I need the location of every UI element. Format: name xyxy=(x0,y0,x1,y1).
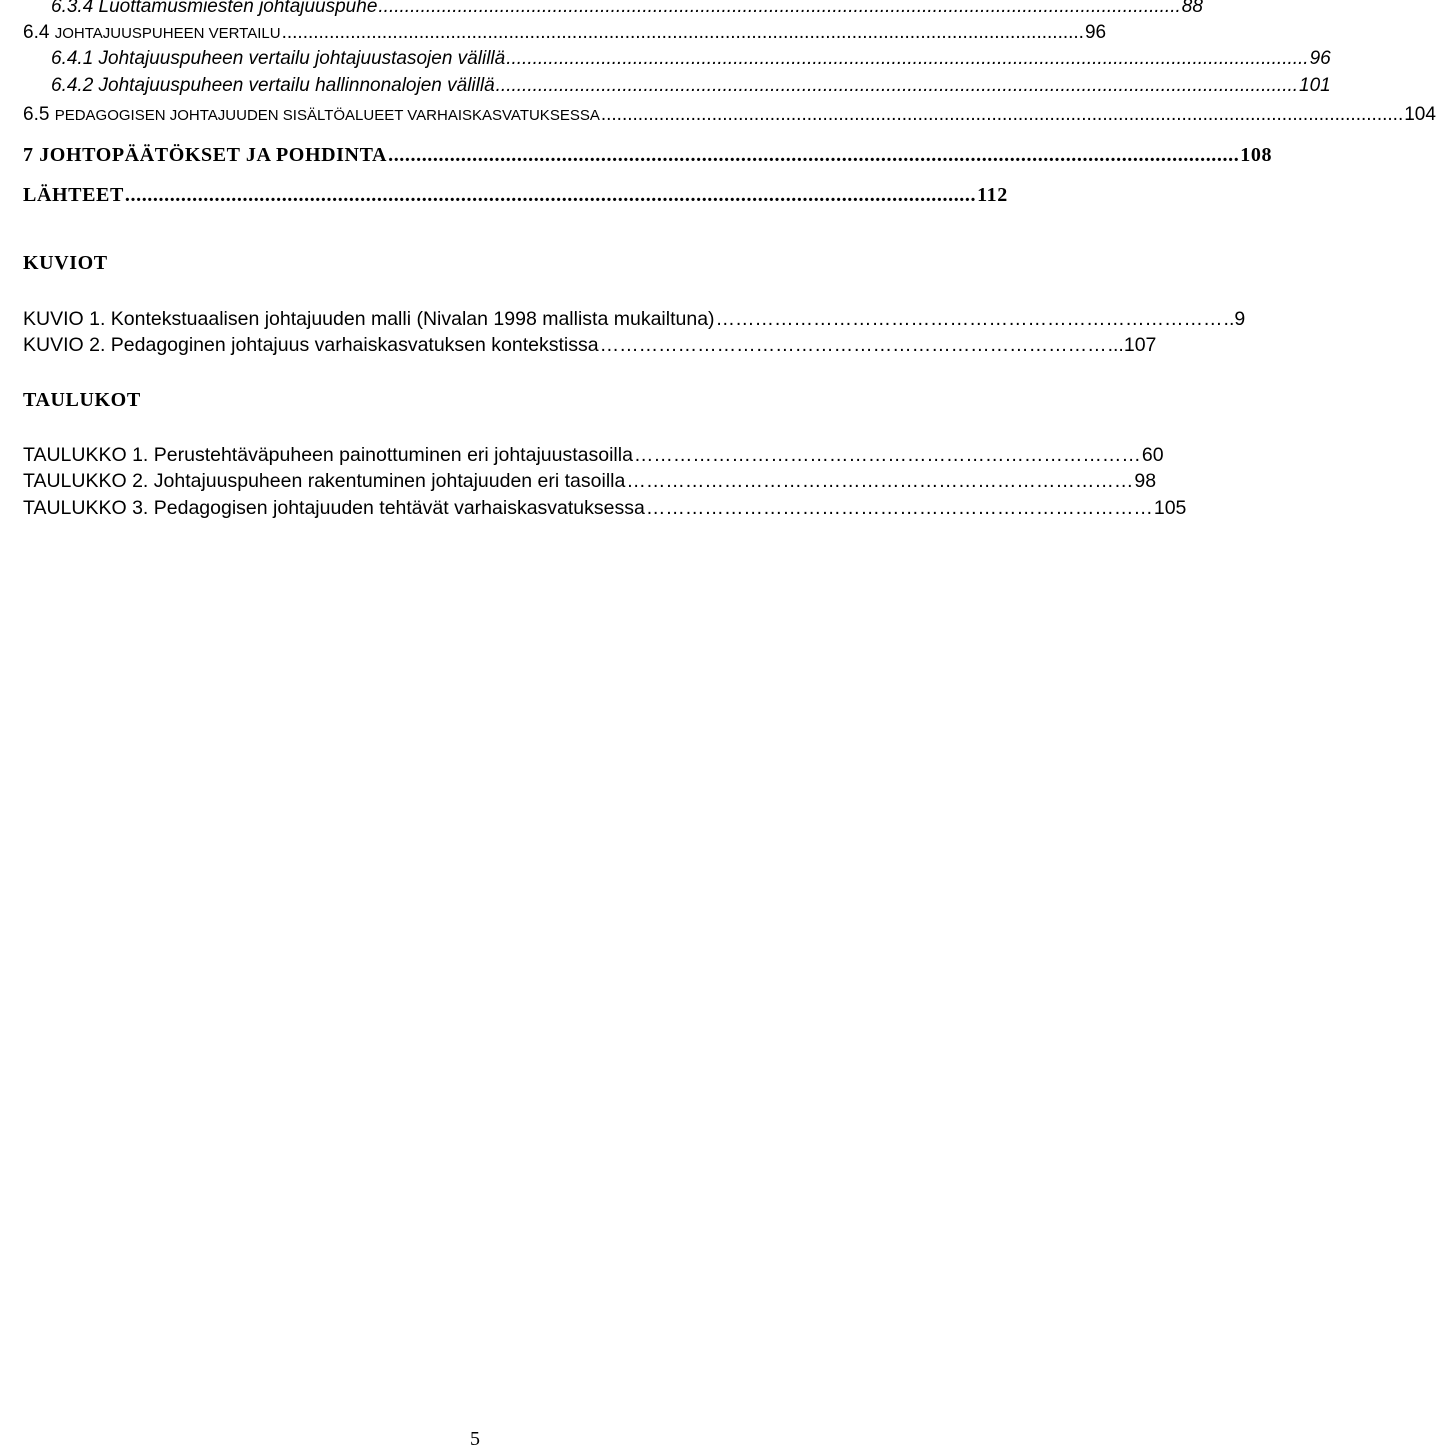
figure-entry[interactable] xyxy=(23,308,1246,334)
toc-page-number: 108 xyxy=(1240,144,1273,166)
figure-label: KUVIO 1. Kontekstuaalisen johtajuuden malli (Nivalan 1998 mallista mukailtuna) xyxy=(23,308,715,330)
toc-entry[interactable] xyxy=(51,75,1331,101)
table-entry[interactable] xyxy=(23,444,1164,470)
table-page-number: 105 xyxy=(1153,497,1187,519)
toc-leader: ........................................................................................................................................................ xyxy=(506,48,1309,69)
toc-entry[interactable] xyxy=(51,48,1331,74)
toc-entry[interactable] xyxy=(23,104,1436,130)
toc-entry-label: 6.4.2 Johtajuuspuheen vertailu hallinnonalojen välillä xyxy=(51,75,495,96)
toc-entry-label xyxy=(23,104,600,126)
toc-entry-number: 6.5 xyxy=(23,104,50,125)
toc-page-number: 101 xyxy=(1299,75,1331,96)
toc-leader: …………………………………………………………………… xyxy=(599,334,1107,356)
toc-page-number: 112 xyxy=(977,184,1008,206)
toc-page-number: 96 xyxy=(1309,48,1331,69)
toc-leader: …………………………………………………………………… xyxy=(633,444,1141,466)
toc-entry[interactable] xyxy=(23,144,1273,170)
toc-entry-label: 6.4.1 Johtajuuspuheen vertailu johtajuustasojen välillä xyxy=(51,48,506,69)
toc-page-number: 88 xyxy=(1181,0,1203,17)
toc-entry-title: PEDAGOGISEN JOHTAJUUDEN SISÄLTÖALUEET VARHAISKASVATUKSESSA xyxy=(54,107,600,124)
table-label: TAULUKKO 1. Perustehtäväpuheen painottuminen eri johtajuustasoilla xyxy=(23,444,633,466)
toc-page-number: 96 xyxy=(1084,22,1107,43)
toc-leader: …………………………………………………………………… xyxy=(715,308,1223,330)
toc-leader: ........................................................................................................................................................ xyxy=(495,75,1299,96)
figure-entry[interactable] xyxy=(23,334,1157,360)
figure-page-number: ..9 xyxy=(1223,308,1246,330)
toc-entry[interactable] xyxy=(51,0,1203,22)
figure-page-number: ...107 xyxy=(1107,334,1157,356)
toc-entry-label: LÄHTEET xyxy=(23,184,124,206)
toc-entry[interactable] xyxy=(23,184,1008,210)
figures-heading: KUVIOT xyxy=(23,252,108,274)
toc-leader: …………………………………………………………………… xyxy=(645,497,1153,519)
table-label: TAULUKKO 2. Johtajuuspuheen rakentuminen johtajuuden eri tasoilla xyxy=(23,470,626,492)
table-entry[interactable] xyxy=(23,497,1187,523)
toc-entry-label xyxy=(23,22,281,44)
toc-leader: ........................................................................................................................................................ xyxy=(600,104,1404,125)
table-entry[interactable] xyxy=(23,470,1157,496)
toc-leader: ........................................................................................................................................................ xyxy=(388,144,1240,166)
toc-leader: ........................................................................................................................................................ xyxy=(281,22,1084,43)
table-page-number: 60 xyxy=(1141,444,1164,466)
toc-leader: ........................................................................................................................................................ xyxy=(124,184,977,206)
toc-entry-label: 7 JOHTOPÄÄTÖKSET JA POHDINTA xyxy=(23,144,388,166)
toc-leader: …………………………………………………………………… xyxy=(626,470,1134,492)
figure-label: KUVIO 2. Pedagoginen johtajuus varhaiskasvatuksen kontekstissa xyxy=(23,334,599,356)
toc-page-number: 104 xyxy=(1404,104,1436,125)
page-number: 5 xyxy=(470,1428,480,1450)
tables-heading: TAULUKOT xyxy=(23,389,141,411)
table-label: TAULUKKO 3. Pedagogisen johtajuuden tehtävät varhaiskasvatuksessa xyxy=(23,497,645,519)
toc-leader: ........................................................................................................................................................ xyxy=(378,0,1181,17)
table-page-number: 98 xyxy=(1134,470,1157,492)
toc-entry-number: 6.4 xyxy=(23,22,50,43)
toc-entry[interactable] xyxy=(23,22,1107,48)
toc-entry-label: 6.3.4 Luottamusmiesten johtajuuspuhe xyxy=(51,0,378,17)
toc-entry-title: JOHTAJUUSPUHEEN VERTAILU xyxy=(54,25,281,42)
